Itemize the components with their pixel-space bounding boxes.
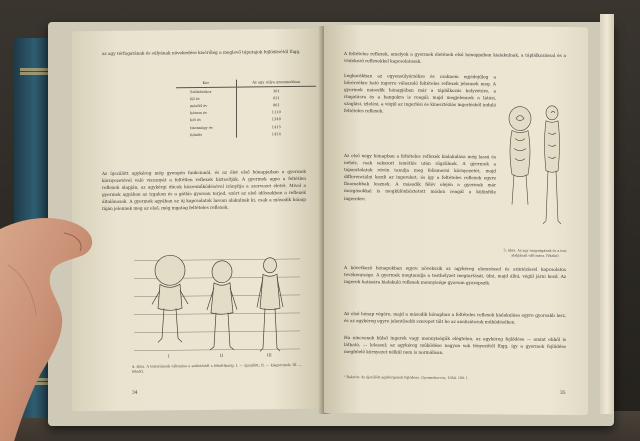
left-figure-caption: 4. ábra. A testarányok változása a születéstől a felnőttkorig. I. — újszülött; II. — kisgyermek; III. — felnőtt.	[132, 362, 302, 374]
table-header-age: Kor	[176, 80, 236, 88]
right-paragraph-2: Legkorábban az egyensúlyérzékre és csaknem egyidejűleg a bőrérzékre ható ingerre válaszoló feltételes reflexek jelennek meg. A gyermek második hónapjában már a táplálkozás helyzetére, a ringatásra és a hangokra is reagál; majd megjelennek a látási, szaglási, ízlelési, a végül az ingerlési és kinesztéziás ingerlésből induló feltételes reflexek.	[344, 74, 496, 115]
right-footnote: ¹ Bakwin: Az újszülött agykérgének fejlődése. Gyermekorvos, 1954. 100. l.	[344, 375, 469, 381]
body-proportion-figure	[132, 245, 302, 359]
right-figure-caption: 5. ábra. Az agy nagyságának és a test alakjának változása. (Vázlat)	[503, 248, 567, 259]
table-cell-age: Születéskor	[176, 87, 236, 95]
left-intro-text: az agy térfogatának és súlyának növekedése kisérőleg a meglevő táputajok fejlődésétől függ.	[102, 49, 301, 58]
brain-weight-table	[176, 79, 316, 139]
table-cell-age: hét év	[176, 116, 236, 124]
newborn-figure	[152, 255, 188, 342]
table-cell-weight: 631	[272, 95, 280, 100]
table-cell-weight: 381	[272, 88, 280, 93]
left-paragraph: Az újszülött agykéreg még gyengén funkcionál, és az élet első hónapjaiban a gyermek környezetével való viszonyát a feltétlen reflexek biztosítják. A gyermek agya a feltétlen reflexek alapján, az agykérgi dúcok közreműködésével irányítja a szervezet életét. Mivel a gyermek agyában az izgalom és a gátlás gyorsan terjed, ezért az első időszakban a reflexek általánosak. A gyermek agyában az új kapcsolatok lassan alakulnak ki, csak a második hónap táján jelennek meg az első, még ingatag feltételes reflexek.	[102, 169, 306, 213]
table-header-weight: Az agy súlya grammokban	[236, 79, 316, 87]
figure-label-1: I	[168, 353, 170, 359]
right-paragraph-5: Az első hónap végére, majd a második hónapban a feltételes reflexek kialakulása egyre gyorsabb lesz, és az agykéreg egyre jelentősebb szerepet tölt be az analizátorok működésében.	[344, 312, 566, 326]
table-cell-age: fél év	[176, 95, 236, 103]
table-cell-weight: 1348	[271, 117, 281, 122]
right-paragraph-4: A következő hónapokban egyre növekszik az agykéreg elemzéssel és szintézissel kapcsolatos tevékenysége. A gyermek megtanulja a testhelyzet megtartását, ülni, majd állni, végül járni kezd. Az ingerek hatására kialakuló reflexek mennyisége gyorsan gyarapszik.	[344, 266, 566, 287]
table-cell-weight: 1424	[271, 131, 281, 136]
right-paragraph-6: Ha nincsenek külső ingerek vagy mennyiségük elégtelen, az agykéreg fejlődése — amint ebből is látható, — lelassul; az agykéreg működése nagyon sok tényezőtől függ, így a gyermek fejlődése megfelelő környezet nélkül nem is normálisan.	[344, 336, 566, 357]
right-page-number: 35	[560, 390, 566, 396]
table-cell-age: tizennégy év	[176, 124, 236, 132]
right-paragraph-3: Az első négy hónapban a feltételes reflexek kialakulása még lassú és nehéz, csak sokszori ismétlés után rögzülnek. A gyermek a tapasztalatok révén tanulja meg felismerni környezetét, majd differenciálni kezdi az ingereket, és így a feltételes reflexek egyre finomabbak lesznek. A második félév elején a gyermek már mozgásokkal is megkülönböztetett módon reagál a különféle ingerekre.	[344, 154, 496, 202]
table-row	[176, 130, 316, 139]
right-page	[324, 25, 588, 415]
table-cell-age: felnőtt	[176, 131, 236, 139]
left-page-number: 34	[132, 390, 138, 396]
table-cell-age: három év	[176, 109, 236, 117]
table-cell-age: másfél év	[176, 102, 236, 110]
right-paragraph-1: A feltételes reflexek, amelyek a gyermek életének első hónapjaiban kialakulnak, a táplálkozással és a védekező reflexekkel kapcsolatosak.	[344, 52, 566, 65]
hand-holding-book	[0, 205, 140, 441]
figure-label-2: II	[220, 352, 224, 358]
table-cell-weight: 1415	[271, 124, 281, 129]
figure-label-3: III	[267, 352, 272, 358]
table-cell-weight: 861	[272, 103, 280, 108]
table-cell-weight: 1110	[271, 110, 281, 115]
adult-figure	[257, 258, 283, 352]
child-figure	[207, 261, 237, 350]
brain-body-figure	[500, 94, 572, 247]
page-edges	[600, 14, 614, 414]
